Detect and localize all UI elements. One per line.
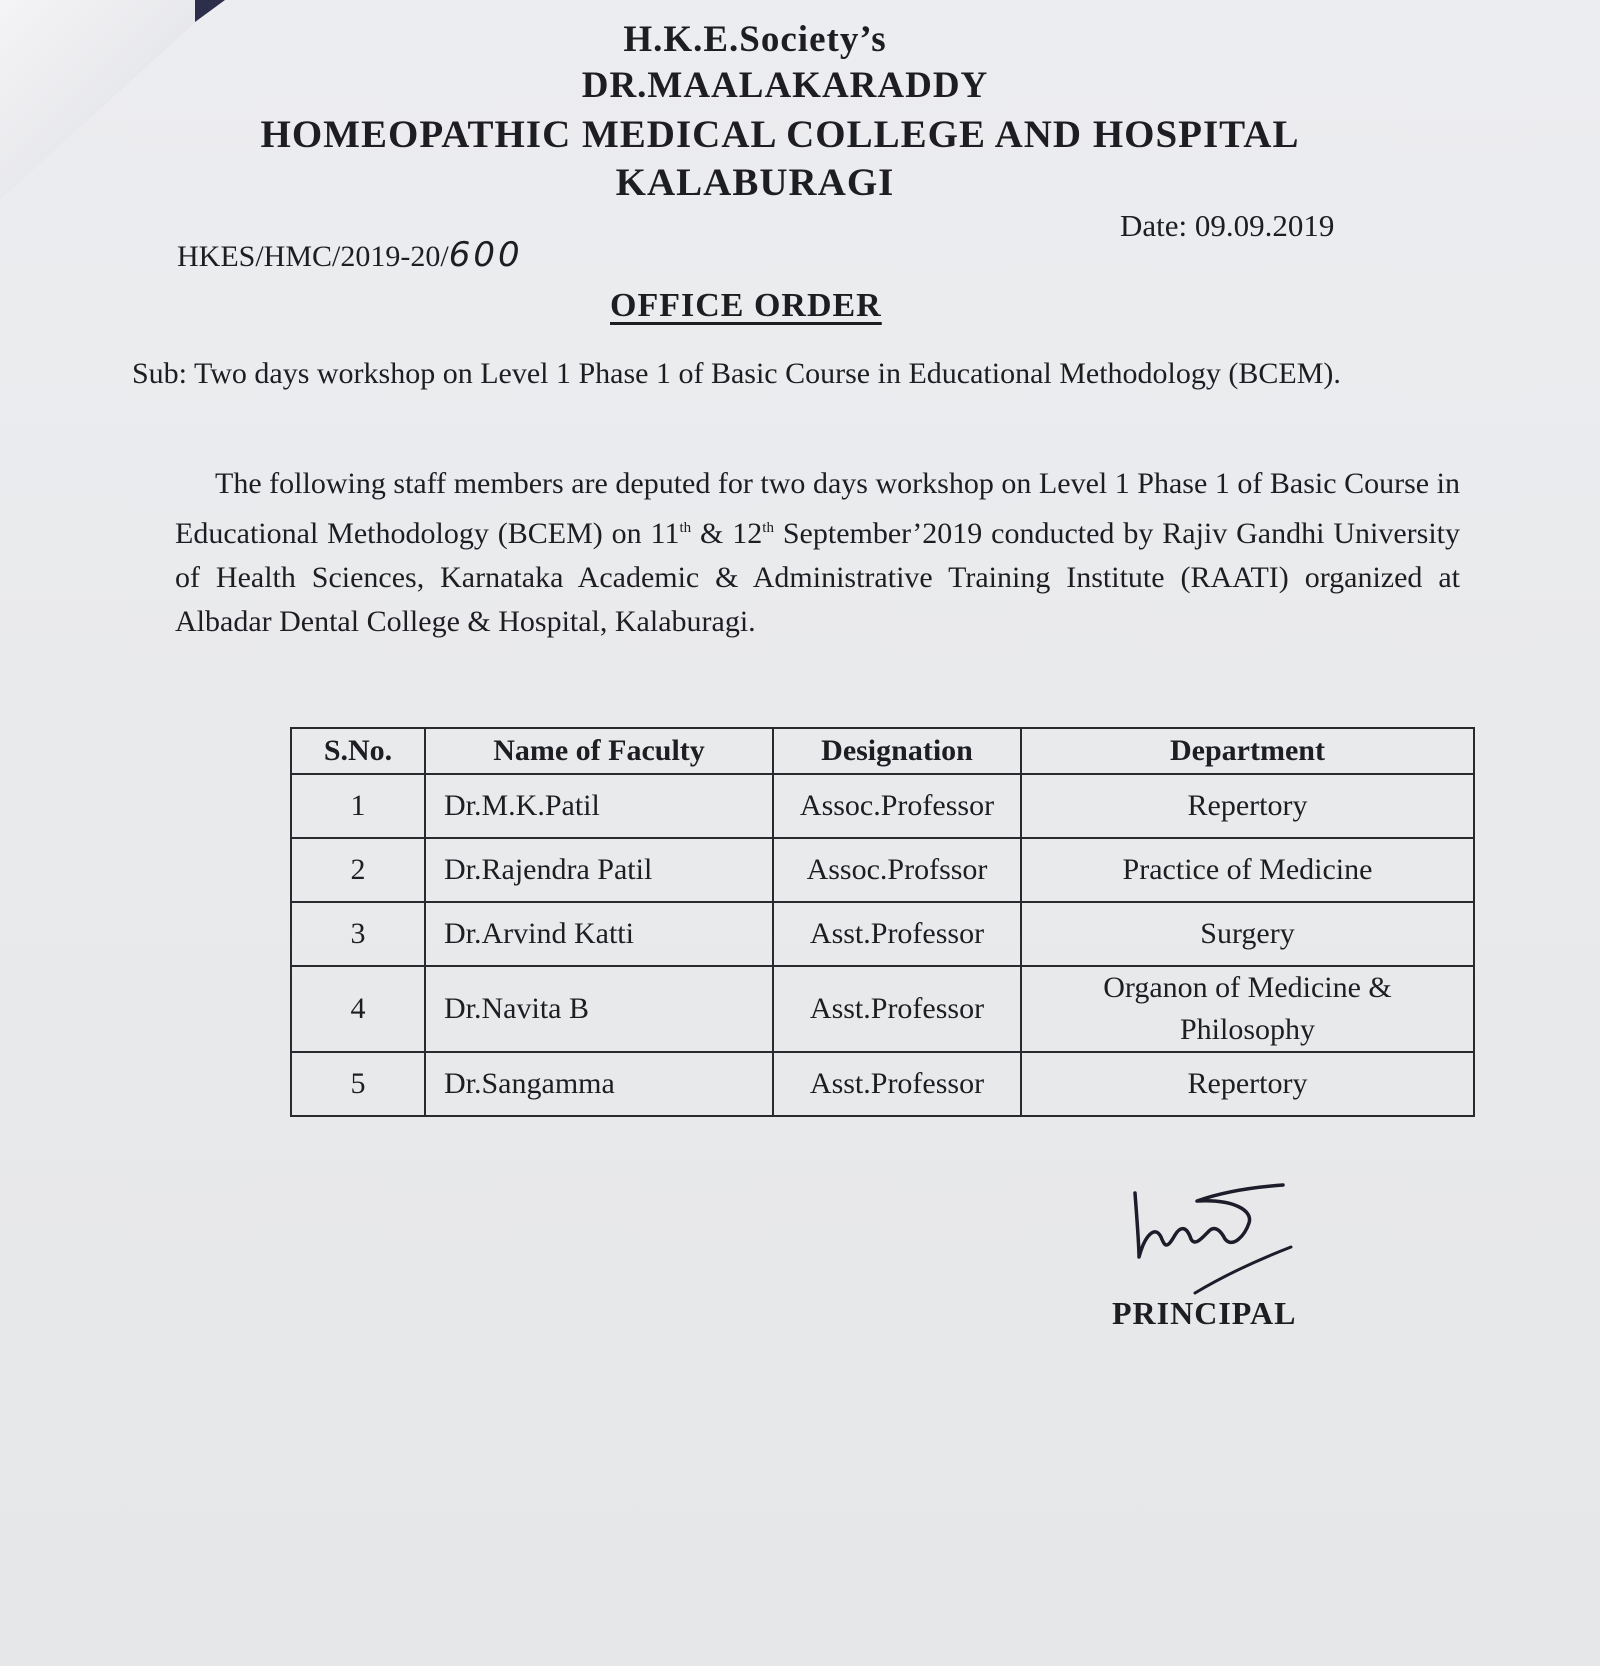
cell-designation: Assoc.Profssor (773, 838, 1021, 902)
principal-signature (1125, 1175, 1305, 1295)
cell-name: Dr.Rajendra Patil (425, 838, 773, 902)
header-designation: Designation (773, 728, 1021, 774)
order-title: OFFICE ORDER (610, 287, 882, 324)
reference-handwritten-number: 600 (448, 235, 523, 275)
cell-department: Practice of Medicine (1021, 838, 1474, 902)
cell-department: Organon of Medicine & Philosophy (1021, 966, 1474, 1052)
subject-line: Sub: Two days workshop on Level 1 Phase 1 of Basic Course in Educational Methodology (BCEM). (132, 357, 1341, 390)
city-name: KALABURAGI (615, 161, 895, 204)
cell-designation: Asst.Professor (773, 966, 1021, 1052)
cell-name: Dr.Arvind Katti (425, 902, 773, 966)
cell-name: Dr.M.K.Patil (425, 774, 773, 838)
body-text-2: & 12 (691, 517, 763, 550)
body-text-1: The following staff members are deputed for two days workshop on Level 1 Phase 1 of Basic Course in Educational Methodology (BCEM) on 11 (175, 467, 1460, 550)
cell-department: Repertory (1021, 1052, 1474, 1116)
body-sup-1: th (679, 520, 692, 536)
cell-designation: Asst.Professor (773, 1052, 1021, 1116)
table-row (291, 966, 1474, 1052)
table-header-row (291, 728, 1474, 774)
society-name: H.K.E.Society’s (623, 19, 887, 60)
institution-name: DR.MAALAKARADDY (581, 65, 989, 106)
cell-sno: 3 (291, 902, 425, 966)
cell-sno: 5 (291, 1052, 425, 1116)
cell-sno: 2 (291, 838, 425, 902)
cell-department: Surgery (1021, 902, 1474, 966)
cell-name: Dr.Sangamma (425, 1052, 773, 1116)
body-sup-2: th (762, 520, 774, 536)
cell-name: Dr.Navita B (425, 966, 773, 1052)
cell-designation: Asst.Professor (773, 902, 1021, 966)
table-row (291, 774, 1474, 838)
cell-designation: Assoc.Professor (773, 774, 1021, 838)
body-text-3: September’2019 conducted by Rajiv Gandhi University of Health Sciences, Karnataka Academic & Administrative Training Institute (RAATI) organized at Albadar Dental College & Hospital, Kalaburagi. (175, 517, 1461, 638)
cell-sno: 4 (291, 966, 425, 1052)
staff-table (290, 727, 1475, 1117)
order-date: Date: 09.09.2019 (1120, 208, 1335, 243)
signatory-title: PRINCIPAL (1112, 1295, 1297, 1331)
cell-department: Repertory (1021, 774, 1474, 838)
reference-number (177, 235, 523, 275)
header-name: Name of Faculty (425, 728, 773, 774)
college-name: HOMEOPATHIC MEDICAL COLLEGE AND HOSPITAL (260, 113, 1300, 156)
reference-prefix: HKES/HMC/2019-20/ (177, 240, 449, 273)
header-sno: S.No. (291, 728, 425, 774)
table-row (291, 902, 1474, 966)
cell-sno: 1 (291, 774, 425, 838)
table-row (291, 1052, 1474, 1116)
table-row (291, 838, 1474, 902)
header-department: Department (1021, 728, 1474, 774)
body-paragraph (175, 462, 1460, 644)
